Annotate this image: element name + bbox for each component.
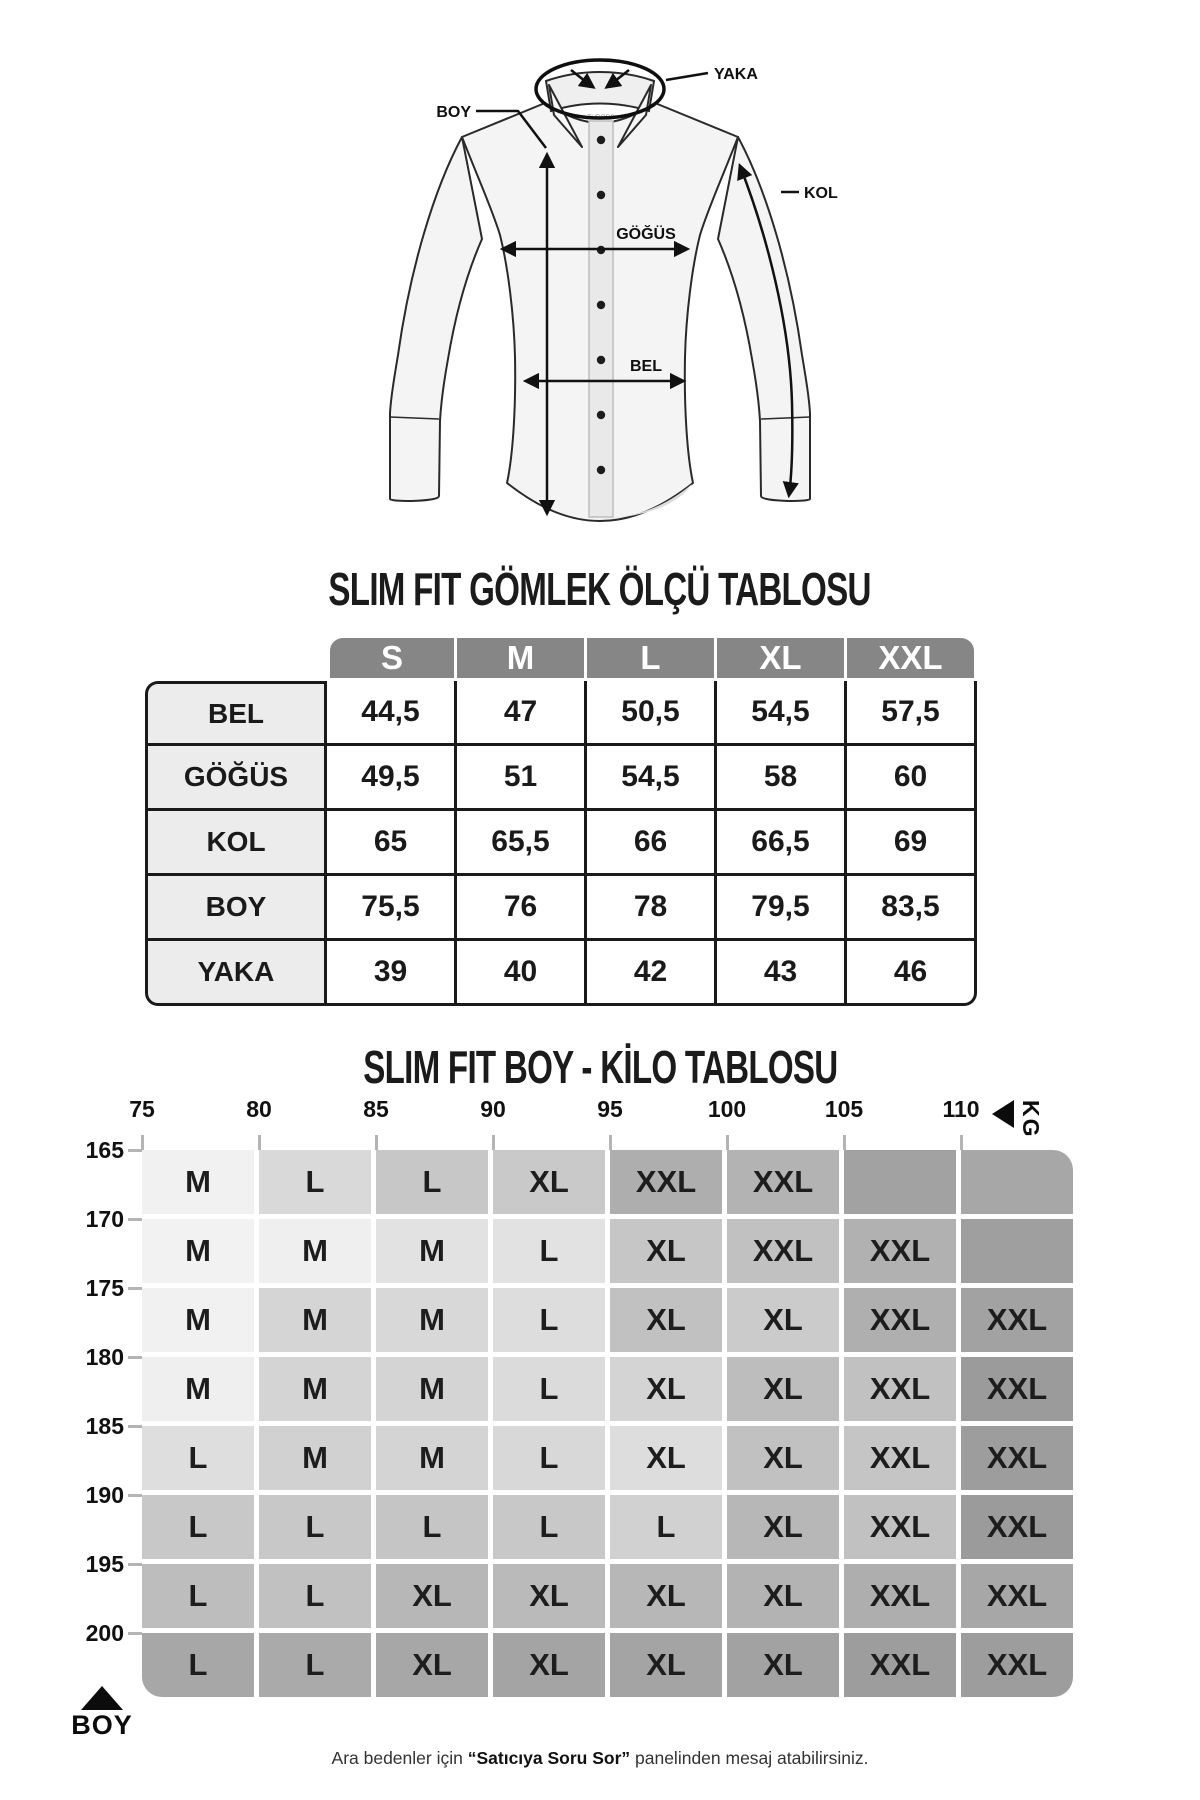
boy-arrow-icon: [81, 1686, 123, 1710]
boy-tick-mark: [128, 1218, 142, 1221]
size-cell: 57,5: [847, 681, 977, 746]
size-column-header: M: [457, 635, 587, 681]
kg-tick-label: 100: [707, 1096, 747, 1122]
bel-label: BEL: [630, 358, 662, 375]
grid-cell: XL: [376, 1564, 488, 1628]
grid-cell: XXL: [961, 1633, 1073, 1697]
size-cell: 43: [717, 941, 847, 1006]
grid-cell: L: [493, 1357, 605, 1421]
size-row-label: BEL: [145, 681, 327, 746]
boy-tick-mark: [128, 1494, 142, 1497]
shirt-illustration: [340, 25, 880, 555]
size-row-label: GÖĞÜS: [145, 746, 327, 811]
kg-axis-label: KG: [1018, 1100, 1044, 1139]
weight-grid: [142, 1150, 1073, 1697]
size-cell: 60: [847, 746, 977, 811]
size-cell: 76: [457, 876, 587, 941]
kg-axis: [129, 1096, 1082, 1150]
boy-tick-label: 195: [85, 1551, 124, 1577]
size-cell: 66,5: [717, 811, 847, 876]
grid-cell: M: [142, 1219, 254, 1283]
kg-tick-label: 75: [129, 1096, 155, 1122]
kg-tick-label: 95: [597, 1096, 623, 1122]
grid-cell: XXL: [961, 1357, 1073, 1421]
grid-cell: XL: [610, 1288, 722, 1352]
size-cell: 65,5: [457, 811, 587, 876]
grid-cell: L: [259, 1150, 371, 1214]
grid-cell: XXL: [844, 1633, 956, 1697]
size-cell: 54,5: [587, 746, 717, 811]
boy-axis-arrow: [62, 1686, 142, 1741]
grid-cell: M: [142, 1150, 254, 1214]
grid-cell: XXL: [961, 1426, 1073, 1490]
kol-label: KOL: [804, 185, 838, 202]
grid-cell: L: [376, 1150, 488, 1214]
grid-cell: XL: [610, 1426, 722, 1490]
boy-tick-label: 190: [85, 1482, 124, 1508]
kg-tick-label: 105: [824, 1096, 864, 1122]
grid-cell: M: [376, 1357, 488, 1421]
grid-cell: L: [610, 1495, 722, 1559]
boy-tick-mark: [128, 1356, 142, 1359]
boy-axis: [0, 1137, 142, 1650]
grid-cell: XL: [727, 1495, 839, 1559]
boy-label: BOY: [436, 104, 471, 121]
size-cell: 58: [717, 746, 847, 811]
size-cell: 40: [457, 941, 587, 1006]
boy-tick-mark: [128, 1563, 142, 1566]
kg-arrow-icon: [992, 1100, 1014, 1128]
grid-cell: L: [493, 1219, 605, 1283]
grid-cell: [961, 1219, 1073, 1283]
kg-tick-label: 110: [942, 1096, 980, 1122]
size-cell: 65: [327, 811, 457, 876]
size-cell: 78: [587, 876, 717, 941]
size-cell: 83,5: [847, 876, 977, 941]
size-column-header: XXL: [847, 635, 977, 681]
kg-tick-label: 90: [480, 1096, 506, 1122]
grid-cell: XL: [376, 1633, 488, 1697]
footer-bold: “Satıcıya Soru Sor”: [467, 1748, 631, 1768]
kg-tick-mark: [960, 1135, 963, 1150]
grid-cell: M: [376, 1288, 488, 1352]
yaka-label: YAKA: [714, 66, 758, 83]
weight-chart-title: SLIM FIT BOY - KİLO TABLOSU: [362, 1041, 838, 1093]
grid-cell: L: [142, 1495, 254, 1559]
grid-cell: XXL: [961, 1564, 1073, 1628]
kg-tick-mark: [726, 1135, 729, 1150]
kg-tick-label: 85: [363, 1096, 389, 1122]
size-cell: 42: [587, 941, 717, 1006]
grid-cell: L: [493, 1495, 605, 1559]
grid-cell: XXL: [844, 1219, 956, 1283]
shirt-left-sleeve: [390, 137, 482, 501]
boy-axis-label: BOY: [71, 1710, 133, 1740]
grid-cell: M: [142, 1357, 254, 1421]
size-table-title: SLIM FIT GÖMLEK ÖLÇÜ TABLOSU: [328, 563, 872, 615]
size-cell: 39: [327, 941, 457, 1006]
footer-suffix: panelinden mesaj atabilirsiniz.: [630, 1748, 869, 1768]
grid-cell: XXL: [961, 1288, 1073, 1352]
kg-tick-mark: [141, 1135, 144, 1150]
kg-tick-mark: [843, 1135, 846, 1150]
footer-note: [0, 1748, 1200, 1769]
grid-cell: XXL: [844, 1426, 956, 1490]
grid-cell: L: [493, 1426, 605, 1490]
grid-cell: XL: [727, 1357, 839, 1421]
grid-cell: [961, 1150, 1073, 1214]
boy-tick-label: 185: [85, 1413, 124, 1439]
size-cell: 66: [587, 811, 717, 876]
grid-cell: L: [376, 1495, 488, 1559]
grid-cell: XL: [727, 1426, 839, 1490]
boy-tick-mark: [128, 1287, 142, 1290]
grid-cell: M: [259, 1357, 371, 1421]
boy-tick-mark: [128, 1425, 142, 1428]
brand-text: TUDORS: [587, 114, 615, 121]
boy-tick-label: 170: [85, 1206, 124, 1232]
grid-cell: XL: [727, 1288, 839, 1352]
grid-cell: XL: [727, 1633, 839, 1697]
shirt-collar-band: [546, 72, 654, 111]
size-column-header: XL: [717, 635, 847, 681]
boy-tick-mark: [128, 1632, 142, 1635]
size-cell: 54,5: [717, 681, 847, 746]
grid-cell: XXL: [961, 1495, 1073, 1559]
grid-cell: XL: [610, 1357, 722, 1421]
grid-cell: XL: [610, 1633, 722, 1697]
grid-cell: L: [142, 1426, 254, 1490]
kg-tick-label: 80: [246, 1096, 272, 1122]
size-cell: 75,5: [327, 876, 457, 941]
gogus-label: GÖĞÜS: [616, 226, 676, 243]
grid-cell: XXL: [727, 1150, 839, 1214]
grid-cell: M: [259, 1426, 371, 1490]
kg-axis-arrow: [992, 1100, 1044, 1139]
grid-cell: XL: [493, 1150, 605, 1214]
size-table-corner: [145, 635, 327, 681]
size-cell: 49,5: [327, 746, 457, 811]
size-cell: 79,5: [717, 876, 847, 941]
grid-cell: L: [259, 1564, 371, 1628]
grid-cell: M: [259, 1219, 371, 1283]
size-cell: 47: [457, 681, 587, 746]
size-cell: 50,5: [587, 681, 717, 746]
grid-cell: L: [259, 1495, 371, 1559]
grid-cell: XL: [493, 1564, 605, 1628]
size-cell: 44,5: [327, 681, 457, 746]
grid-cell: XL: [727, 1564, 839, 1628]
size-cell: 51: [457, 746, 587, 811]
boy-tick-label: 200: [85, 1620, 124, 1646]
size-column-header: L: [587, 635, 717, 681]
grid-cell: XL: [493, 1633, 605, 1697]
boy-tick-label: 180: [85, 1344, 124, 1370]
kg-tick-mark: [375, 1135, 378, 1150]
grid-cell: XXL: [610, 1150, 722, 1214]
size-cell: 69: [847, 811, 977, 876]
grid-cell: XXL: [844, 1495, 956, 1559]
grid-cell: XXL: [727, 1219, 839, 1283]
grid-cell: M: [259, 1288, 371, 1352]
kg-tick-mark: [609, 1135, 612, 1150]
size-row-label: YAKA: [145, 941, 327, 1006]
grid-cell: XL: [610, 1564, 722, 1628]
grid-cell: L: [142, 1633, 254, 1697]
footer-prefix: Ara bedenler için: [331, 1748, 468, 1768]
kg-tick-mark: [258, 1135, 261, 1150]
boy-tick-label: 175: [85, 1275, 124, 1301]
boy-tick-label: 165: [85, 1137, 124, 1163]
size-row-label: BOY: [145, 876, 327, 941]
grid-cell: XXL: [844, 1288, 956, 1352]
grid-cell: M: [142, 1288, 254, 1352]
grid-cell: M: [376, 1426, 488, 1490]
grid-cell: XXL: [844, 1564, 956, 1628]
size-row-label: KOL: [145, 811, 327, 876]
size-column-header: S: [327, 635, 457, 681]
grid-cell: L: [142, 1564, 254, 1628]
grid-cell: L: [259, 1633, 371, 1697]
grid-cell: [844, 1150, 956, 1214]
grid-cell: XXL: [844, 1357, 956, 1421]
kg-tick-mark: [492, 1135, 495, 1150]
grid-cell: M: [376, 1219, 488, 1283]
grid-cell: XL: [610, 1219, 722, 1283]
size-table: [145, 635, 977, 1006]
size-cell: 46: [847, 941, 977, 1006]
grid-cell: L: [493, 1288, 605, 1352]
boy-tick-mark: [128, 1149, 142, 1152]
